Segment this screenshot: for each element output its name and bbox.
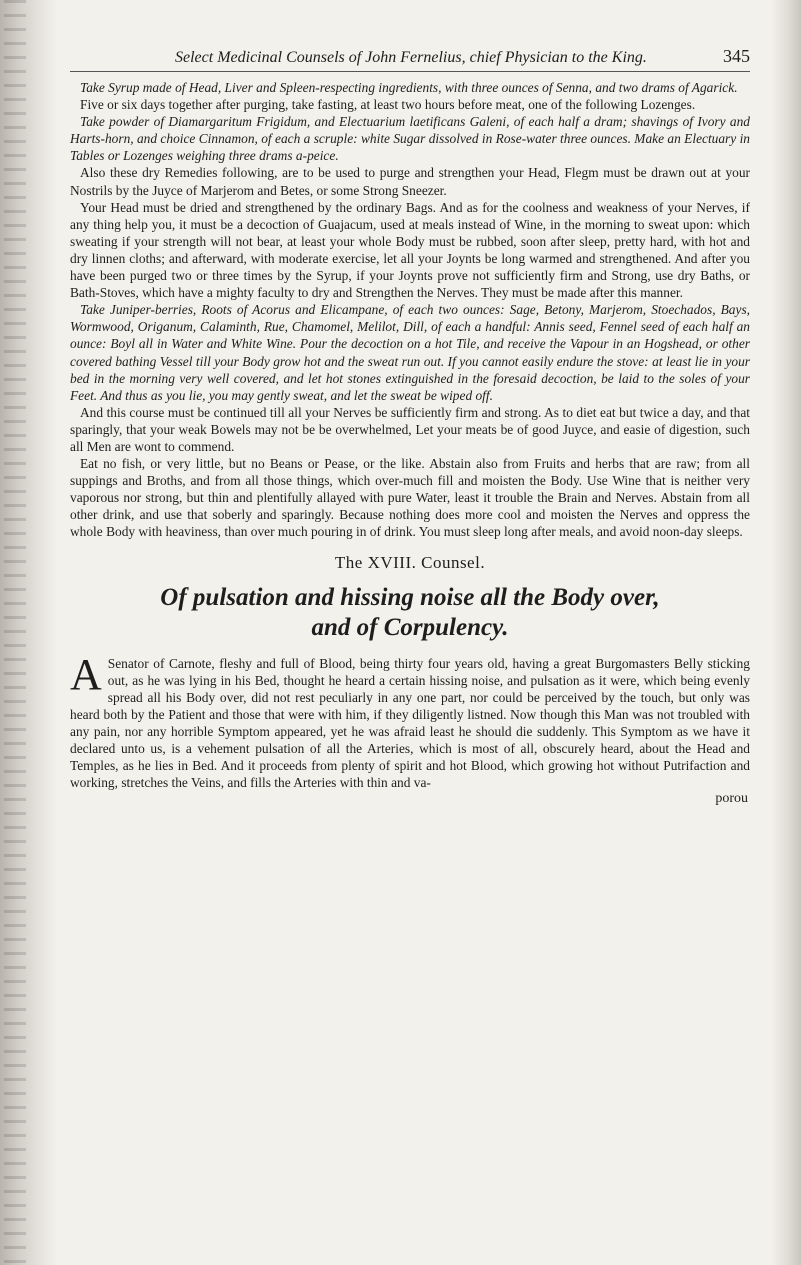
final-paragraph-text: Senator of Carnote, fleshy and full of Blood, being thirty four years old, having a great Burgomasters Belly sticking out, as he was lying in his Bed, thought he heard a certain hissing noise, and pulsation as it were, which being evenly spread all his Body over, did not rest peculiarly in any one part, nor could be perceived by the touch, but only was heard both by the Patient and those that were with him, if they diligently listned. Now though this Man was not troubled with any pain, nor any horrible Symptom appeared, yet he was afraid least he should die suddenly. This Symptom as we have it declared unto us, is a vehement pulsation of all the Arteries, which is most of all, obscurely heard, about the Head and Temples, as he lies in Bed. And it proceeds from plenty of spirit and hot Blood, which growing hot without Putrifaction and working, stretches the Veins, and fills the Arteries with thin and va- — [70, 655, 750, 791]
book-page — [70, 46, 750, 807]
paragraph: Take Syrup made of Head, Liver and Spleen-respecting ingredients, with three ounces of Senna, and two drams of Agarick. — [80, 80, 738, 95]
paragraph: Five or six days together after purging, take fasting, at least two hours before meat, one of the following Lozenges. — [80, 97, 696, 113]
running-header — [70, 46, 750, 72]
page-right-edge — [771, 0, 801, 1265]
counsel-heading: The XVIII. Counsel. — [334, 552, 486, 572]
paragraph: Eat no fish, or very little, but no Beans or Pease, or the like. Abstain also from Fruits and herbs that are raw; from all suppings and Broths, and from all those things, which over-much fill and moisten the Body. Use Wine that is neither very vaporous nor strong, but thin and plentifully allayed with pure Water, least it trouble the Brain and Nerves. Abstain from all other drink, and use that soberly and sparingly. Because nothing does more cool and moisten the Nerves and oppress the whole Body with heaviness, than over much pouring in of drink. You must sleep long after meals, and avoid noon-day sleeps. — [70, 456, 750, 540]
page-number: 345 — [723, 46, 750, 66]
body-text — [70, 79, 750, 541]
book-binding-gutter — [0, 0, 58, 1265]
paragraph: Take Juniper-berries, Roots of Acorus and Elicampane, of each two ounces: Sage, Betony, Marjerom, Stoechados, Bays, Wormwood, Origanum, Calaminth, Rue, Chamomel, Melilot, Dill, of each a handful: Annis seed, Fennel seed of each half an ounce: Boyl all in Water and White Wine. Pour the decoction on a hot Tile, and receive the Vapour in an Hogshead, or other covered bathing Vessel till your Body grow hot and the sweat run out. If you cannot easily endure the stove: at least lie in your bed in the morning very well covered, and let hot stones extinguished in the foresaid decoction, be laid to the soles of your Feet. And thus as you lie, you may gently sweat, and let the sweat be wiped off. — [70, 302, 750, 403]
paragraph: Also these dry Remedies following, are to be used to purge and strengthen your Head, Flegm must be drawn out at your Nostrils by the Juyce of Marjerom and Betes, or some Strong Sneezer. — [70, 165, 750, 198]
paragraph: Your Head must be dried and strengthened by the ordinary Bags. And as for the coolness and weakness of your Nerves, if any thing help you, it must be a decoction of Guajacum, used at meals instead of Wine, in the morning to sweat upon: which sweating if your strength will not bear, at least your whole Body must be rubbed, soon after sleep, pretty hard, with hot and dry linnen cloths; and afterward, with moderate exercise, let all your Joynts be long warmed and strengthened. And after you have been purged two or three times by the Syrup, if your Joynts prove not sufficiently firm and Strong, use dry Baths, or Bath-Stoves, which have a mighty faculty to dry and Strengthen the Nerves. They must be made after this manner. — [70, 199, 750, 301]
chapter-title-line-1: Of pulsation and hissing noise all the Body over, — [160, 583, 660, 611]
catchword: porou — [715, 791, 748, 807]
running-title: Select Medicinal Counsels of John Fernelius, chief Physician to the King. — [175, 49, 647, 66]
drop-cap: A — [70, 649, 102, 699]
chapter-title — [70, 583, 750, 643]
chapter-title-line-2: and of Corpulency. — [311, 613, 509, 641]
paragraph: Take powder of Diamargaritum Frigidum, and Electuarium laetificans Galeni, of each half a dram; shavings of Ivory and Harts-horn, and choice Cinnamon, of each a scruple: white Sugar dissolved in Rose-water three ounces. Make an Electuary in Tables or Lozenges weighing three drams a-peice. — [70, 114, 750, 164]
final-paragraph — [70, 649, 750, 792]
paragraph: And this course must be continued till all your Nerves be sufficiently firm and strong. As to diet eat but twice a day, and that sparingly, that your weak Bowels may not be be overwhelmed, Let your meats be of good Juyce, and easie of digestion, such all Men are wont to commend. — [70, 404, 750, 454]
